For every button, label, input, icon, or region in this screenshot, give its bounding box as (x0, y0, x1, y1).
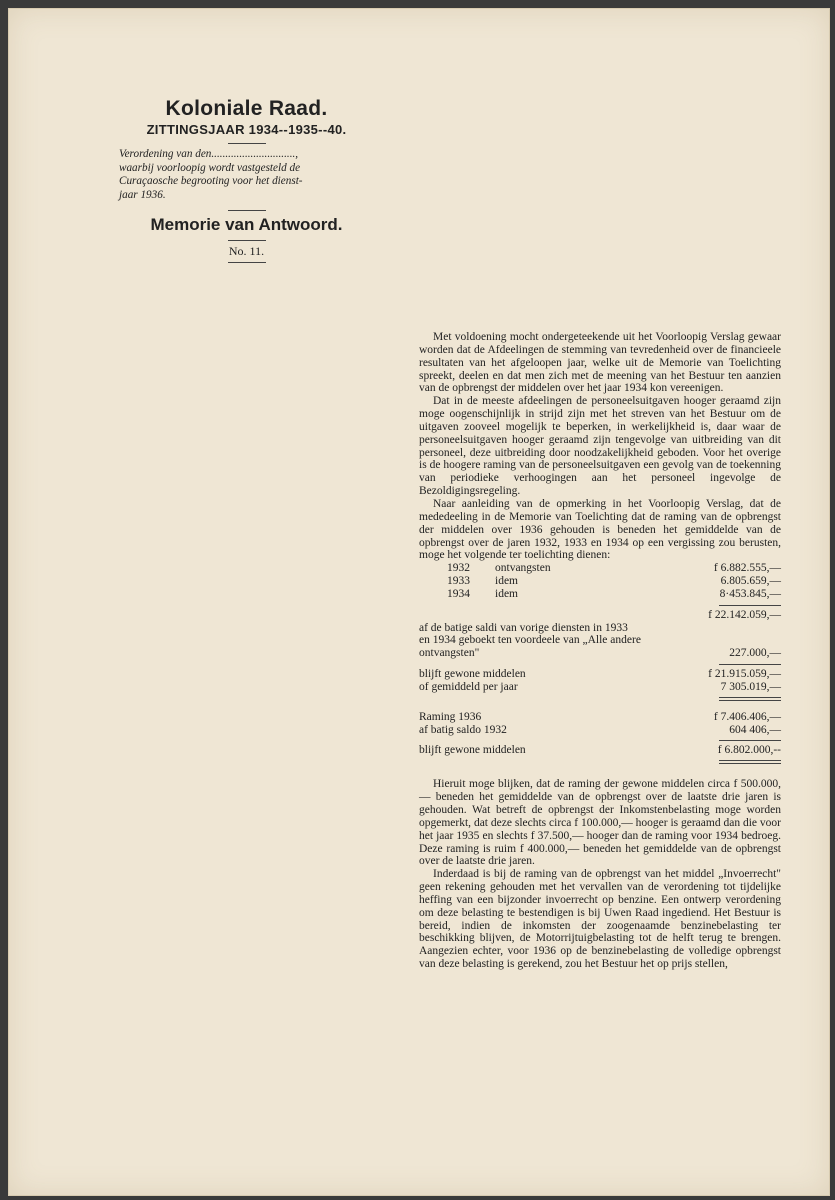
sum-rule (719, 740, 781, 741)
final-row (419, 744, 781, 757)
document-page (8, 8, 830, 1196)
total-amount: f 22.142.059,— (708, 608, 781, 621)
row-amount: 8·453.845,— (719, 587, 781, 600)
deduct-amount: 227.000,— (729, 647, 781, 660)
row-amount: 6.805.659,— (720, 575, 781, 588)
session-year: ZITTINGSJAAR 1934--1935--40. (146, 122, 347, 137)
row-amount: f 6.882.555,— (713, 562, 781, 575)
row-label: idem (495, 575, 518, 588)
deduct-text: ontvangsten" (419, 647, 480, 660)
deduct-text: af de batige saldi van vorige diensten in 1933 (419, 621, 628, 634)
revenue-row (419, 575, 781, 588)
deduct-text: en 1934 geboekt ten voordeele van „Alle andere (419, 634, 641, 647)
estimate-row (419, 711, 781, 724)
divider (228, 262, 266, 263)
estimate-amount: f 7.406.406,— (713, 710, 781, 723)
row-label: ontvangsten (495, 562, 551, 575)
estimate-label: Raming 1936 (419, 710, 482, 723)
divider (228, 210, 266, 211)
row-year: 1932 (447, 562, 470, 575)
remain-label: blijft gewone middelen (419, 668, 526, 681)
average-amount: 7 305.019,— (720, 680, 781, 693)
paragraph: Inderdaad is bij de raming van de opbrengst van het middel „Invoerrecht" geen rekening gehouden met het vervallen van de verordening tot tijdelijke heffing van een bijzonder invoerrecht op benzine. Een ontwerp verordening om deze belasting te bestendigen is bij Uwen Raad ingediend. Het Bestuur is bereid, indien de inkomsten der zoogenaamde benzinebelasting ter beschikking blijven, de Motorrijtuigbelasting tot de helft terug te brengen. Aangezien echter, voor 1936 op de benzinebelasting de volledige opbrengst van deze belasting is gerekend, zou het Bestuur het op prijs stellen, (419, 868, 781, 971)
double-rule (719, 760, 781, 764)
saldo-label: af batig saldo 1932 (419, 723, 507, 736)
double-rule (719, 697, 781, 701)
ordinance-subject: Verordening van den.............................., waarbij voorloopig wordt vastgesteld de Curaçaosche begrooting voor het dienst- jaar 1936. (119, 148, 303, 201)
paragraph: Naar aanleiding van de opmerking in het Voorloopig Verslag, dat de mededeeling in de Memorie van Toelichting dat de raming van de opbrengst der middelen over 1936 gehouden is beneden het gemiddelde van de opbrengst over de jaren 1932, 1933 en 1934 op een vergissing zou berusten, moge het volgende ter toelichting dienen: (419, 497, 781, 562)
deduct-row (419, 647, 781, 660)
saldo-amount: 604 406,— (729, 723, 781, 736)
remain-row (419, 668, 781, 681)
paragraph: Met voldoening mocht ondergeteekende uit het Voorloopig Verslag gewaar worden dat de Afdeelingen de stemming van tevredenheid over de financieele resultaten van het afgeloopen jaar, welke uit de Memorie van Toelichting spreekt, deelen en dat men zich met de meening van het Bestuur ten aanzien van de opbrengst der middelen over het jaar 1934 kon vereenigen. (419, 331, 781, 395)
average-row (419, 681, 781, 694)
final-label: blijft gewone middelen (419, 744, 526, 757)
row-label: idem (495, 587, 518, 600)
total-row (419, 609, 781, 622)
revenue-row (419, 588, 781, 601)
council-title: Koloniale Raad. (165, 97, 328, 120)
average-label: of gemiddeld per jaar (419, 680, 518, 693)
document-header (109, 89, 384, 267)
document-body (419, 331, 781, 971)
divider (228, 240, 266, 241)
revenue-calculation (419, 562, 781, 764)
row-year: 1933 (447, 575, 470, 588)
remain-amount: f 21.915.059,— (708, 668, 781, 681)
paragraph: Dat in de meeste afdeelingen de personeelsuitgaven hooger geraamd zijn moge oogenschijnlijk in strijd zijn met het streven van het Bestuur om de uitgaven zooveel mogelijk te beperken, in werkelijkheid is, daar waar de personeelsuitgaven hooger geraamd zijn tengevolge van uitbreiding van dit personeel, deze uitbreiding door noodzakelijkheid geboden. Voor het overige is de hoogere raming van de personeelsuitgaven een gevolg van de toekenning van periodieke verhoogingen aan het personeel ingevolge de Bezoldigingsregeling. (419, 395, 781, 498)
sum-rule (719, 664, 781, 665)
sum-rule (719, 605, 781, 606)
paragraph: Hieruit moge blijken, dat de raming der gewone middelen circa f 500.000,— beneden het gemiddelde van de opbrengst over de laatste drie jaren is gehouden. Wat betreft de opbrengst der Inkomstenbelasting moge worden opgemerkt, dat deze slechts circa f 100.000,— hooger is geraamd dan die voor het jaar 1935 en slechts f 37.500,— hooger dan de raming voor 1934 bedroeg. Deze raming is ruim f 400.000,— beneden het gemiddelde van de opbrengst over de laatste drie jaren. (419, 778, 781, 868)
document-title: Memorie van Antwoord. (150, 215, 343, 234)
final-amount: f 6.802.000,-- (717, 744, 781, 757)
divider (228, 143, 266, 144)
row-year: 1934 (447, 587, 470, 600)
revenue-row (419, 562, 781, 575)
document-number: No. 11. (228, 244, 265, 258)
saldo-row (419, 724, 781, 737)
